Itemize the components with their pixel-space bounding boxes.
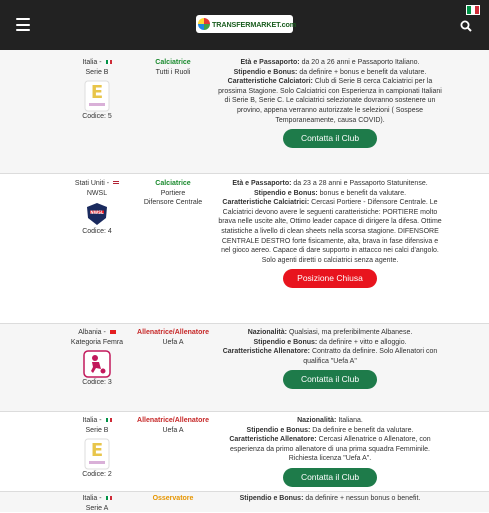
flag-icon: [110, 330, 116, 334]
flag-icon: [106, 60, 112, 64]
listing-details: Stipendio e Bonus: da definire + nessun bonus o benefit.: [239, 495, 421, 502]
listing-location: Stati Uniti - NWSL NWSL Codice: 4: [66, 179, 128, 237]
logo-text: TRANSFERMARKET.com: [212, 19, 297, 29]
listing-row: [0, 174, 489, 324]
listing-location: Italia - Serie B E Codice: 5: [82, 59, 112, 120]
logo-ball-icon: [198, 18, 210, 30]
listing-row: [0, 324, 489, 412]
svg-text:E: E: [90, 440, 104, 461]
menu-icon[interactable]: [16, 18, 30, 31]
contact-club-button[interactable]: Contatta il Club: [283, 129, 377, 148]
serie-b-logo-icon: [84, 438, 110, 470]
svg-text:E: E: [90, 82, 104, 103]
flag-icon: [113, 181, 119, 185]
italian-flag-icon[interactable]: [466, 5, 480, 15]
nwsl-logo-icon: [84, 201, 110, 227]
listing-role: Calciatrice Portiere Difensore Centrale: [143, 180, 203, 206]
position-closed-button[interactable]: Posizione Chiusa: [283, 269, 377, 288]
listing-location: Italia - Serie B E Codice: 2: [82, 417, 112, 478]
flag-icon: [106, 418, 112, 422]
top-bar: [0, 0, 489, 50]
listing-role: Osservatore: [152, 495, 194, 502]
listing-details: Nazionalità: Qualsiasi, ma preferibilmente Albanese. Stipendio e Bonus: da definire + vitto e alloggio. Caratteristiche Allenatore: Contratto da definire. Solo Allenatori con qualifica "Uefa A" Contatta il Club: [218, 328, 442, 389]
search-icon[interactable]: [460, 20, 472, 32]
listing-details: Età e Passaporto: da 20 a 26 anni e Passaporto Italiano. Stipendio e Bonus: da definire + bonus e benefit da valutare. Caratteristiche Calciatori: Club di Serie B cerca Calciatrici per la prossima Stagione. Solo Calciatrici con Esperienza in campionati Italiani di Serie B, Serie C. Le calciatrici selezionate dovranno sostenere un provino, appena verranno autorizzate le selezioni ( Sospese Temporaneamente, causa COVID). Contatta il Club: [218, 58, 442, 148]
contact-club-button[interactable]: Contatta il Club: [283, 370, 377, 389]
kategoria-femra-logo-icon: [83, 350, 111, 378]
listing-location: Albania - Kategoria Femra Codice: 3: [70, 329, 124, 386]
listing-details: Nazionalità: Italiana. Stipendio e Bonus: Da definire e benefit da valutare. Caratteristiche Allenatore: Cercasi Allenatrice o Allenatore, con esperienza da primo allenatore di una prima squadra Femminile. Richiesta licenza "Uefa A". Contatta il Club: [218, 416, 442, 487]
contact-club-button[interactable]: Contatta il Club: [283, 468, 377, 487]
svg-text:NWSL: NWSL: [90, 210, 104, 215]
listing-location: Italia - Serie A: [66, 494, 128, 513]
site-logo[interactable]: [196, 15, 297, 33]
flag-icon: [106, 496, 112, 500]
listing-row: [0, 492, 489, 512]
listing-details: Età e Passaporto: da 23 a 28 anni e Passaporto Statunitense. Stipendio e Bonus: bonus e benefit da valutare. Caratteristiche Calciatrici: Cercasi Portiere - Difensore Centrale. Le Calciatrici devono avere le seguenti caratteristiche: PORTIERE molto brava nelle uscite alte, Ottimo leader capace di dirigere la difesa. Ottime statistiche a livello di clean sheets nella scorsa stagione. DIFENSORE CENTRALE DESTRO forte fisicamente, alta, brava in fase difensiva e nel gioco aereo. Capace di dare supporto in attacco nei calci d'angolo. Solo agenti diretti o calciatrici senza agente. Posizione Chiusa: [218, 179, 442, 288]
listing-role: Calciatrice Tutti i Ruoli: [155, 59, 191, 76]
serie-b-logo-icon: [84, 80, 110, 112]
listing-role: Allenatrice/Allenatore Uefa A: [137, 417, 209, 434]
listing-role: Allenatrice/Allenatore Uefa A: [137, 329, 209, 346]
listing-row: [0, 50, 489, 174]
listing-row: [0, 412, 489, 492]
